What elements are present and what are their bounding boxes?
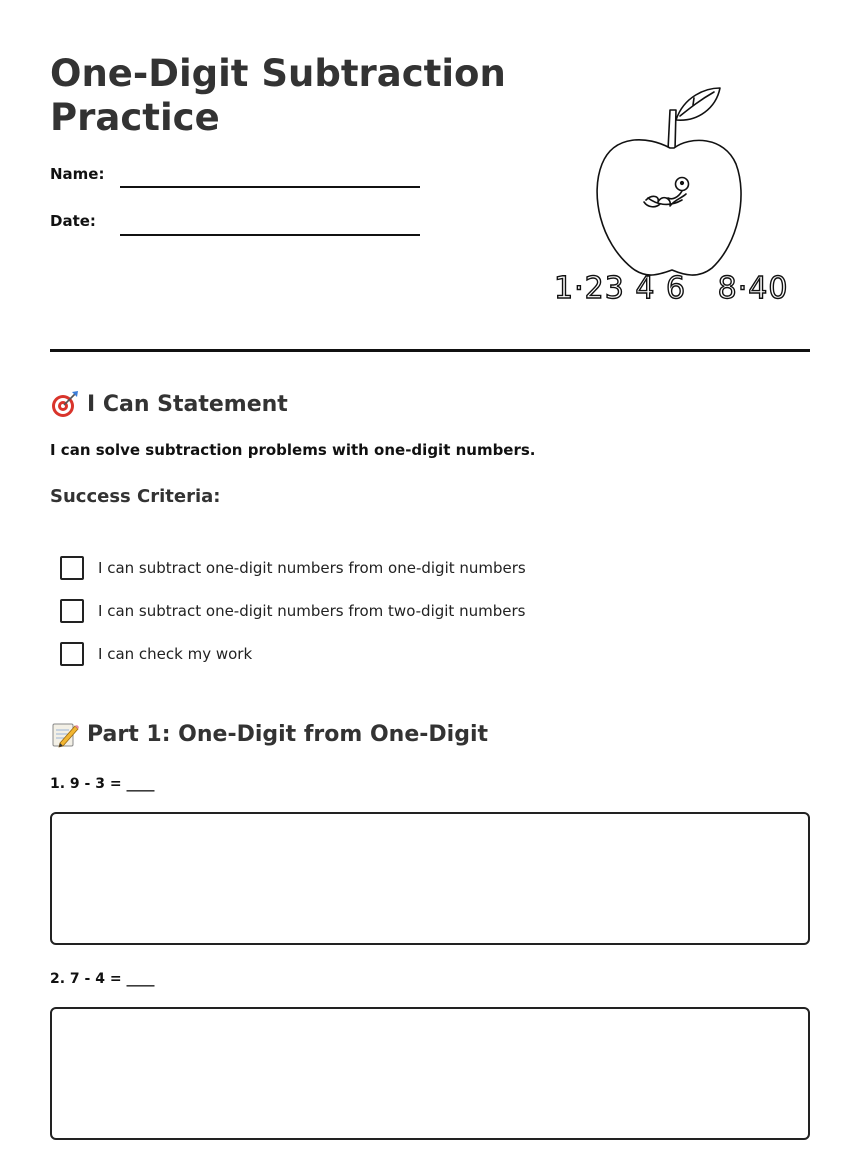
criteria-checkbox[interactable] — [60, 556, 84, 580]
question-1: 1. 9 - 3 = ____ — [50, 776, 155, 792]
criteria-text: I can subtract one-digit numbers from two-digit numbers — [98, 602, 526, 620]
i-can-heading-text: I Can Statement — [87, 391, 288, 417]
section-divider — [50, 349, 810, 352]
page-title — [50, 52, 520, 140]
title-line-1: One-Digit Subtraction — [50, 52, 506, 95]
criteria-text: I can check my work — [98, 645, 253, 663]
date-write-line[interactable] — [120, 234, 420, 236]
criteria-item — [60, 556, 526, 580]
answer-box-1[interactable] — [50, 812, 810, 945]
title-line-2: Practice — [50, 96, 220, 139]
criteria-checkbox[interactable] — [60, 642, 84, 666]
name-write-line[interactable] — [120, 186, 420, 188]
memo-pencil-icon — [50, 719, 80, 749]
success-criteria-heading: Success Criteria: — [50, 486, 221, 507]
i-can-statement: I can solve subtraction problems with one-digit numbers. — [50, 441, 536, 459]
part1-heading — [50, 719, 488, 749]
date-label: Date: — [50, 212, 96, 230]
answer-box-2[interactable] — [50, 1007, 810, 1140]
success-criteria-list — [60, 556, 526, 685]
target-icon — [50, 389, 80, 419]
part1-heading-text: Part 1: One-Digit from One-Digit — [87, 721, 488, 747]
criteria-text: I can subtract one-digit numbers from one-digit numbers — [98, 559, 526, 577]
criteria-item — [60, 599, 526, 623]
question-2: 2. 7 - 4 = ____ — [50, 971, 155, 987]
clipart-numbers: 1·23 4 6 8·40 — [554, 271, 789, 306]
criteria-checkbox[interactable] — [60, 599, 84, 623]
apple-worm-clipart — [548, 82, 798, 306]
name-label: Name: — [50, 165, 105, 183]
i-can-heading — [50, 389, 288, 419]
criteria-item — [60, 642, 526, 666]
